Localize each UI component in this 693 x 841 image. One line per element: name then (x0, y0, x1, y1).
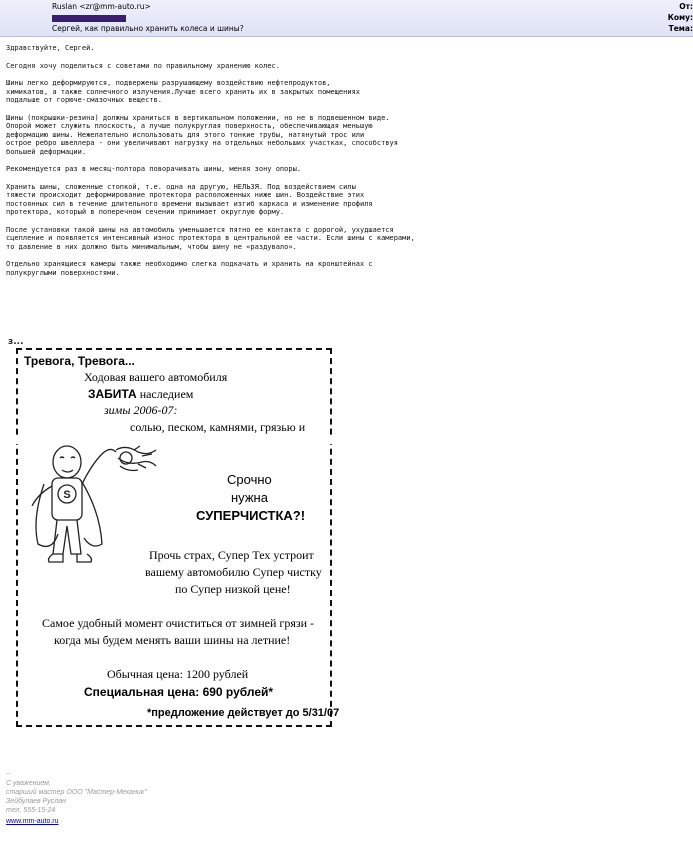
from-row (0, 1, 693, 12)
flyer-line-3: зимы 2006-07: (104, 403, 178, 417)
ellipsis: з... (8, 337, 24, 347)
paragraph-intro: Сегодня хочу поделиться с советами по правильному хранению колес. (6, 61, 280, 70)
email-body (6, 44, 686, 286)
signature-position: старший мастер ООО "Мастер-Механик" (6, 789, 147, 796)
greeting: Здравствуйте, Сергей. (6, 44, 95, 52)
from-label: От: (679, 2, 693, 11)
to-label: Кому: (667, 13, 693, 22)
paragraph-tubes: Отдельно хранящиеся камеры также необходимо слегка подкачать и хранить на кронштейнах с полукруглыми поверхностями. (6, 260, 373, 277)
website-link[interactable]: www.mm-auto.ru (6, 818, 59, 825)
offer-line-3: по Супер низкой цене! (175, 582, 291, 596)
paragraph-vertical: Шины (покрышки-резина) должны храниться в вертикальном положении, но не в подвешенном виде. Опорой может служить плоскость, а лучше полукруглая поверхность, обеспечивающая меньшую деформацию шины. Нежелательно использовать для этого тонкие трубы, натянутый трос или острое ребро швеллера - они увеличивают нагрузку на отдельных небольших участках, способствуя большей деформации. (6, 113, 398, 156)
subject-row (0, 23, 693, 34)
flyer-line-1: Ходовая вашего автомобиля (84, 370, 228, 384)
urgent-line-1: Срочно (227, 472, 272, 487)
flyer-line-2: ЗАБИТА наследием (88, 387, 194, 401)
moment-line-1: Самое удобный момент очиститься от зимней грязи - (42, 616, 315, 630)
to-value-redacted (52, 12, 126, 23)
signature-dash: -- (6, 771, 11, 778)
offer-line-1: Прочь страх, Супер Тех устроит (149, 548, 314, 562)
flyer-line-4: солью, песком, камнями, грязью и (130, 420, 306, 434)
urgent-line-2: нужна (231, 490, 268, 505)
offer-footnote: *предложение действует до 5/31/07 (147, 707, 340, 719)
subject-label: Тема: (668, 24, 693, 33)
signature-phone: тел. 555-15-24 (6, 807, 56, 814)
signature-name: Зейбулаев Руслан (6, 798, 66, 805)
offer-line-2: вашему автомобилю Супер чистку (145, 565, 322, 579)
to-row (0, 12, 693, 23)
moment-line-2: когда мы будем менять ваши шины на летние! (54, 633, 291, 647)
paragraph-contact: После установки такой шины на автомобиль уменьшается пятно ее контакта с дорогой, ухудшается сцепление и появляется интенсивный износ протектора в центральной ее части. Если шины с камерами, то давление в них должно быть минимальным, чтобы шину не «раздувало». (6, 225, 415, 251)
from-value[interactable]: Ruslan <zr@mm-auto.ru> (52, 2, 151, 11)
superclean-heading: СУПЕРЧИСТКА?! (196, 508, 306, 523)
paragraph-rotate: Рекомендуется раз в месяц-полтора поворачивать шины, меняя зону опоры. (6, 165, 302, 173)
signature-regards: С уважением, (6, 780, 51, 787)
paragraph-deformation: Шины легко деформируются, подвержены разрушающему воздействию нефтепродуктов, химикатов, а также солнечного излучения.Лучше всего хранить их в закрытых помещениях подальше от горюче-смазочных веществ. (6, 79, 361, 104)
promo-flyer (16, 348, 340, 727)
email-header (0, 0, 693, 37)
signature-block (6, 770, 147, 815)
hero-badge-letter: S (63, 489, 71, 501)
regular-price: Обычная цена: 1200 рублей (107, 667, 249, 681)
subject-value: Сергей, как правильно хранить колеса и шины? (52, 24, 244, 33)
zabita-word: ЗАБИТА (88, 387, 137, 401)
alarm-heading: Тревога, Тревога... (24, 354, 135, 368)
paragraph-stacking: Хранить шины, сложенные стопкой, т.е. одна на другую, НЕЛЬЗЯ. Под воздействием силы тяжести происходит деформирование протектора расположенных ниже шин. Воздействие этих постоянных сил в течение длительного времени вызывает изгиб каркаса и изменение профиля протектора, который в поперечном сечении принимает округлую форму. (6, 182, 373, 216)
special-price: Специальная цена: 690 рублей* (84, 685, 274, 699)
